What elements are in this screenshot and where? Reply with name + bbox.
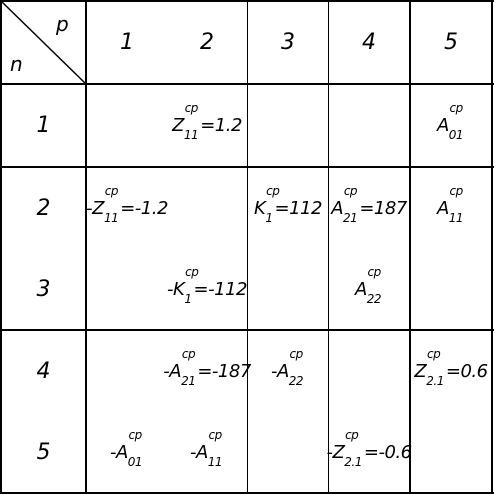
cell-r2-c5: [411, 168, 491, 249]
formula-superscript: cp: [367, 264, 381, 279]
cell-r4-c2: [163, 331, 251, 412]
formula: [167, 264, 247, 306]
cell-r2-c3: [248, 168, 328, 249]
formula: [414, 347, 488, 388]
formula-subscript: 1: [265, 211, 273, 225]
formula-superscript: cp: [343, 184, 358, 198]
formula-superscript: cp: [208, 427, 222, 442]
formula-superscript: cp: [449, 184, 463, 198]
formula: [109, 427, 144, 469]
formula-symbol-text: A: [436, 198, 449, 219]
formula-value: =-187: [197, 361, 251, 382]
formula: [436, 101, 465, 142]
formula-subscript: 01: [448, 128, 464, 142]
formula-superscript: cp: [289, 347, 303, 361]
formula-prefix: -: [163, 361, 170, 382]
formula-subscript: 21: [343, 211, 358, 225]
formula-subscript: 1: [184, 291, 192, 306]
cell-r5-c4: [326, 412, 412, 492]
corner-label-n: n: [10, 52, 23, 76]
cell-r4-c3: [248, 331, 328, 412]
formula-subscript: 22: [366, 291, 382, 306]
formula-symbol-text: A: [436, 115, 449, 136]
formula-subscript: 22: [288, 374, 304, 388]
cell-r3-c2: [167, 249, 247, 329]
formula-subscript: 11: [183, 128, 199, 142]
formula-superscript: cp: [185, 264, 199, 279]
corner-label-p: p: [56, 12, 69, 36]
column-header-5: 5: [444, 30, 458, 55]
formula-symbol-text: Z: [172, 115, 184, 136]
cell-r3-c4: [329, 249, 409, 329]
formula-subscript: 11: [448, 211, 464, 225]
formula-symbol-text: K: [173, 278, 185, 300]
formula-symbol: [254, 184, 280, 219]
formula-superscript: cp: [449, 101, 463, 115]
formula: [326, 427, 412, 469]
formula-value: =-0.6: [363, 441, 412, 463]
formula-prefix: -: [189, 441, 196, 463]
column-header-1: 1: [120, 30, 134, 55]
cell-r1-c5: [411, 85, 491, 166]
row-header-3: 3: [36, 276, 51, 302]
formula: [172, 101, 242, 142]
formula-superscript: cp: [181, 347, 196, 361]
formula-superscript: cp: [128, 427, 142, 442]
formula-symbol-text: Z: [414, 361, 427, 382]
column-header-3: 3: [281, 30, 295, 55]
formula: [189, 427, 224, 469]
formula-superscript: cp: [104, 184, 118, 198]
cell-r1-c2: [167, 85, 247, 166]
formula-subscript: 01: [127, 454, 143, 469]
formula-superscript: cp: [266, 184, 280, 198]
formula: [86, 184, 168, 225]
formula-prefix: -: [167, 278, 174, 300]
formula: [436, 184, 465, 225]
formula-value: =1.2: [200, 115, 242, 136]
formula-prefix: -: [109, 441, 116, 463]
formula-symbol-text: A: [331, 198, 344, 219]
formula-symbol-text: Z: [92, 198, 104, 219]
formula-symbol-text: Z: [332, 441, 345, 463]
formula: [254, 184, 322, 225]
formula-value: =112: [274, 198, 322, 219]
formula-value: =-1.2: [120, 198, 168, 219]
formula-superscript: cp: [345, 427, 359, 442]
formula-symbol-text: K: [254, 198, 266, 219]
formula: [163, 347, 251, 388]
cell-r4-c5: [411, 331, 491, 412]
formula-symbol: [414, 347, 441, 382]
cell-r2-c1: [87, 168, 167, 249]
row-header-4: 4: [36, 359, 51, 384]
formula-subscript: 21: [181, 374, 196, 388]
formula-subscript: 11: [207, 454, 223, 469]
formula-symbol-text: A: [195, 441, 208, 463]
formula-superscript: cp: [427, 347, 441, 361]
column-header-2: 2: [200, 30, 214, 55]
formula-superscript: cp: [184, 101, 198, 115]
formula-symbol-text: A: [354, 278, 367, 300]
row-header-2: 2: [36, 196, 51, 221]
cell-r2-c4: [329, 168, 409, 249]
formula: [270, 347, 305, 388]
formula-prefix: -: [86, 198, 93, 219]
formula-symbol-text: A: [169, 361, 182, 382]
formula: [354, 264, 383, 306]
formula-value: =0.6: [445, 361, 488, 382]
formula: [331, 184, 407, 225]
cell-r5-c1: [87, 412, 167, 492]
row-header-5: 5: [36, 439, 51, 465]
formula-value: =-112: [193, 278, 247, 300]
formula-prefix: -: [270, 361, 277, 382]
formula-value: =187: [359, 198, 407, 219]
border-right: [491, 0, 493, 494]
cell-r5-c2: [167, 412, 247, 492]
formula-subscript: 2.1: [426, 374, 444, 388]
formula-prefix: -: [326, 441, 333, 463]
formula-symbol-text: A: [276, 361, 289, 382]
formula-subscript: 2.1: [344, 454, 362, 469]
row-header-1: 1: [36, 113, 51, 138]
formula-subscript: 11: [103, 211, 119, 225]
column-header-4: 4: [362, 30, 376, 55]
formula-symbol-text: A: [115, 441, 128, 463]
formula-symbol: [173, 264, 199, 300]
